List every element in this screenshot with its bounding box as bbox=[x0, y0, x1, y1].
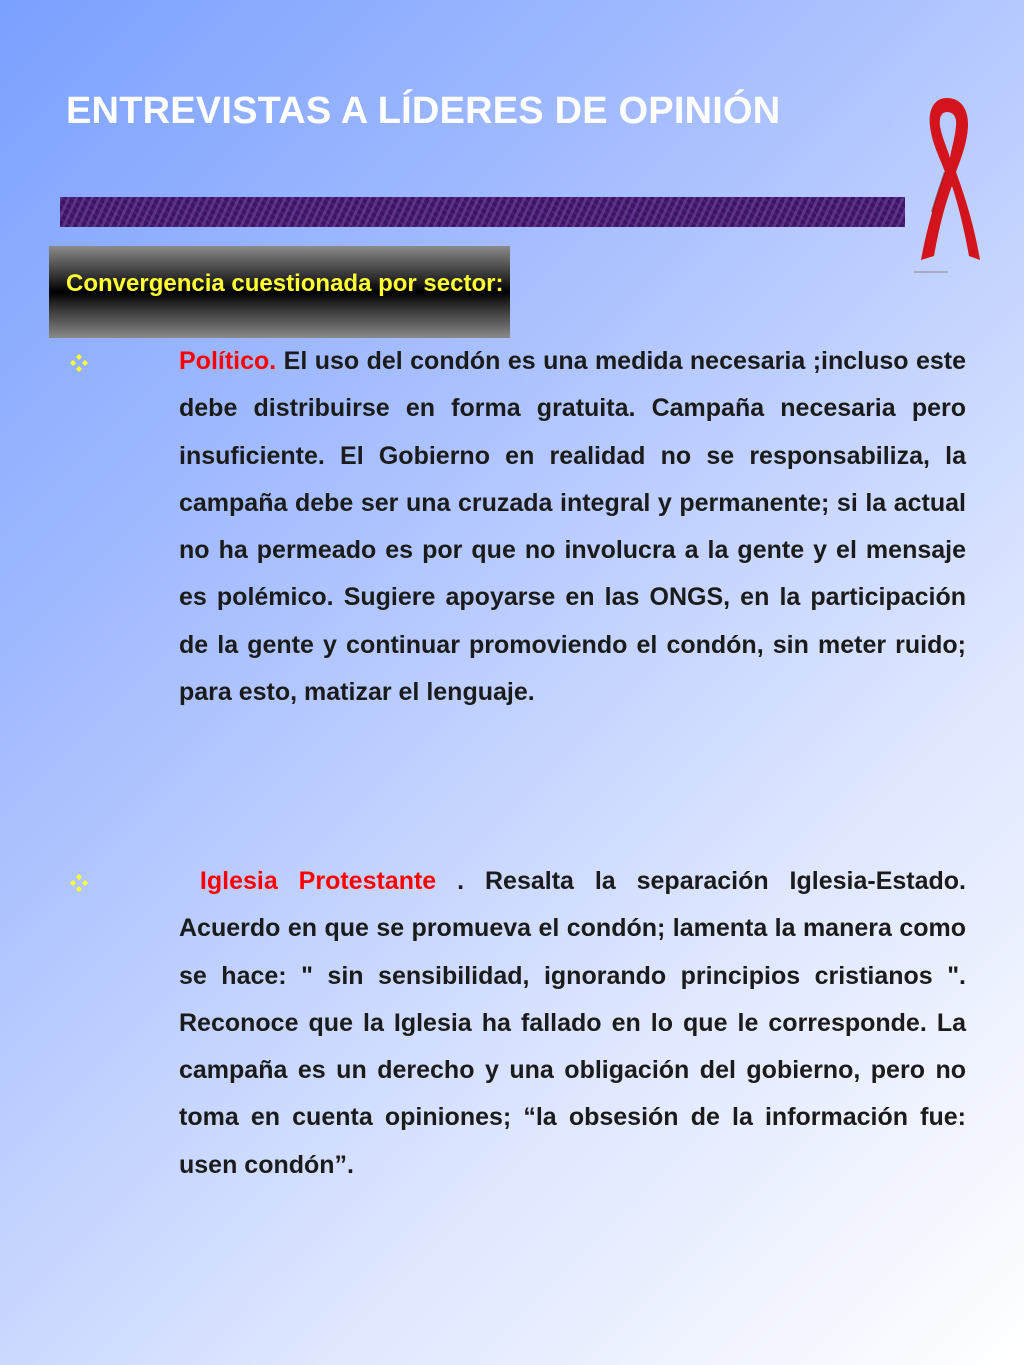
title-underline-bar bbox=[60, 197, 905, 227]
bullet-iglesia-protestante bbox=[179, 858, 966, 1189]
bullet-text: El uso del condón es una medida necesaria ;incluso este debe distribuirse en forma gratuita. Campaña necesaria pero insuficiente. El Gobierno en realidad no se responsabiliza, la campaña debe ser una cruzada integral y permanente; si la actual no ha permeado es por que no involucra a la gente y el mensaje es polémico. Sugiere apoyarse en las ONGS, en la participación de la gente y continuar promoviendo el condón, sin meter ruido; para esto, matizar el lenguaje. bbox=[179, 347, 966, 707]
bullet-text: . Resalta la separación Iglesia-Estado. Acuerdo en que se promueva el condón; lamenta la manera como se hace: " sin sensibilidad, ignorando principios cristianos ". Reconoce que la Iglesia ha fallado en lo que le corresponde. La campaña es un derecho y una obligación del gobierno, pero no toma en cuenta opiniones; “la obsesión de la información fue: usen condón”. bbox=[179, 867, 966, 1179]
bullet-lead: Iglesia Protestante bbox=[199, 867, 437, 895]
slide-title: ENTREVISTAS A LÍDERES DE OPINIÓN bbox=[66, 90, 781, 132]
awareness-ribbon-icon bbox=[912, 92, 982, 274]
diamond-bullet-icon bbox=[68, 352, 90, 374]
diamond-bullet-icon bbox=[68, 872, 90, 894]
bullet-lead: Político. bbox=[179, 347, 277, 375]
slide-subtitle: Convergencia cuestionada por sector: bbox=[66, 270, 504, 297]
bullet-politico bbox=[179, 338, 966, 716]
